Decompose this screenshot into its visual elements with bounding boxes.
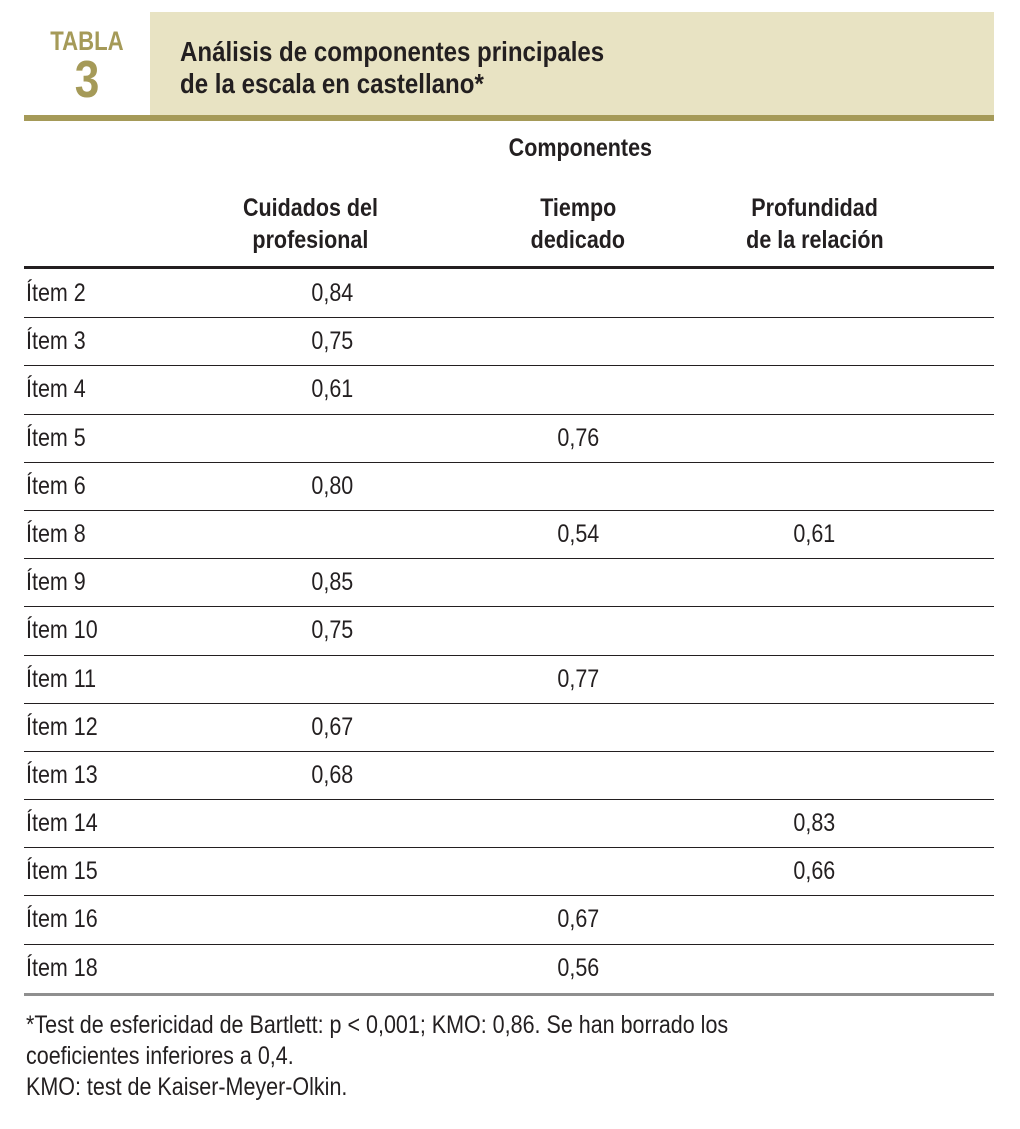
value-cuidados <box>272 945 392 992</box>
value-profundidad <box>754 270 874 317</box>
value-cuidados <box>272 800 392 847</box>
item-label: Ítem 4 <box>26 375 86 404</box>
value-cuidados <box>272 656 392 703</box>
table-row <box>24 896 994 944</box>
item-label: Ítem 2 <box>26 279 86 307</box>
value-cuidados: 0,75 <box>311 327 353 356</box>
table-body <box>24 270 994 992</box>
table-row <box>24 559 994 607</box>
table-row <box>24 511 994 559</box>
item-label: Ítem 6 <box>26 471 86 500</box>
value-tiempo <box>518 318 638 365</box>
value-tiempo <box>518 800 638 847</box>
value-profundidad: 0,66 <box>793 857 835 886</box>
table-row <box>24 945 994 992</box>
value-tiempo <box>518 704 638 751</box>
item-label: Ítem 12 <box>26 712 98 741</box>
table-title-line2: de la escala en castellano* <box>180 68 484 99</box>
footnote-line1: *Test de esfericidad de Bartlett: p < 0,001; KMO: 0,86. Se han borrado los <box>26 1011 729 1039</box>
column-header-cuidados <box>200 192 420 256</box>
value-tiempo <box>518 752 638 799</box>
value-profundidad <box>754 656 874 703</box>
header-divider <box>24 115 994 121</box>
footnote-line3: KMO: test de Kaiser-Meyer-Olkin. <box>26 1073 348 1101</box>
value-cuidados: 0,67 <box>311 712 353 741</box>
value-profundidad: 0,83 <box>793 809 835 838</box>
value-cuidados: 0,75 <box>311 616 353 645</box>
value-profundidad: 0,61 <box>793 519 835 548</box>
column-header-tiempo <box>468 192 688 256</box>
table-bottom-divider <box>24 993 994 996</box>
value-profundidad <box>754 607 874 654</box>
value-tiempo: 0,67 <box>557 905 599 934</box>
column-header-profundidad-line2: de la relación <box>746 226 884 254</box>
table-row <box>24 800 994 848</box>
value-tiempo <box>518 848 638 895</box>
table-header <box>24 12 994 115</box>
value-profundidad <box>754 415 874 462</box>
value-cuidados: 0,85 <box>311 568 353 597</box>
table-row <box>24 656 994 704</box>
table-row <box>24 704 994 752</box>
value-cuidados: 0,84 <box>311 279 353 307</box>
item-label: Ítem 14 <box>26 809 98 838</box>
table-row <box>24 848 994 896</box>
item-label: Ítem 11 <box>26 664 97 693</box>
column-header-cuidados-line1: Cuidados del <box>242 194 378 222</box>
table-title-box <box>150 12 994 115</box>
column-header-profundidad-line1: Profundidad <box>751 194 879 222</box>
value-profundidad <box>754 463 874 510</box>
value-profundidad <box>754 896 874 943</box>
table-row <box>24 463 994 511</box>
table-row <box>24 607 994 655</box>
value-tiempo: 0,77 <box>557 664 599 693</box>
value-profundidad <box>754 704 874 751</box>
table-footnote <box>26 1010 869 1103</box>
table-row <box>24 270 994 318</box>
item-label: Ítem 8 <box>26 519 86 548</box>
column-header-tiempo-line1: Tiempo <box>539 194 617 222</box>
item-label: Ítem 10 <box>26 616 98 645</box>
item-label: Ítem 13 <box>26 760 98 789</box>
item-label: Ítem 3 <box>26 327 86 356</box>
value-cuidados <box>272 415 392 462</box>
value-cuidados: 0,80 <box>311 471 353 500</box>
table-row <box>24 318 994 366</box>
footnote-line2: coeficientes inferiores a 0,4. <box>26 1042 294 1070</box>
table-row <box>24 366 994 414</box>
value-tiempo <box>518 270 638 317</box>
value-cuidados: 0,68 <box>311 760 353 789</box>
value-cuidados <box>272 896 392 943</box>
table-row <box>24 415 994 463</box>
value-profundidad <box>754 945 874 992</box>
components-group-header-text: Componentes <box>508 134 652 162</box>
value-tiempo <box>518 463 638 510</box>
value-tiempo: 0,54 <box>557 519 599 548</box>
column-header-divider <box>24 266 994 269</box>
value-tiempo <box>518 607 638 654</box>
item-label: Ítem 9 <box>26 568 86 597</box>
column-header-cuidados-line2: profesional <box>252 226 368 254</box>
value-tiempo: 0,56 <box>557 953 599 982</box>
item-label: Ítem 18 <box>26 953 98 982</box>
components-group-header <box>330 134 830 163</box>
table-title-line1: Análisis de componentes principales <box>180 36 605 67</box>
value-tiempo: 0,76 <box>557 423 599 452</box>
table-number: 3 <box>74 51 100 109</box>
value-cuidados <box>272 848 392 895</box>
column-header-tiempo-line2: dedicado <box>530 226 626 254</box>
value-profundidad <box>754 559 874 606</box>
table-label-box <box>24 12 150 115</box>
value-profundidad <box>754 752 874 799</box>
item-label: Ítem 16 <box>26 905 98 934</box>
item-label: Ítem 15 <box>26 857 98 886</box>
column-header-profundidad <box>690 192 940 256</box>
value-cuidados <box>272 511 392 558</box>
value-tiempo <box>518 366 638 413</box>
table-label: TABLA <box>50 26 124 56</box>
value-cuidados: 0,61 <box>311 375 353 404</box>
table-row <box>24 752 994 800</box>
value-profundidad <box>754 318 874 365</box>
table-title <box>180 36 868 100</box>
item-label: Ítem 5 <box>26 423 86 452</box>
value-profundidad <box>754 366 874 413</box>
value-tiempo <box>518 559 638 606</box>
